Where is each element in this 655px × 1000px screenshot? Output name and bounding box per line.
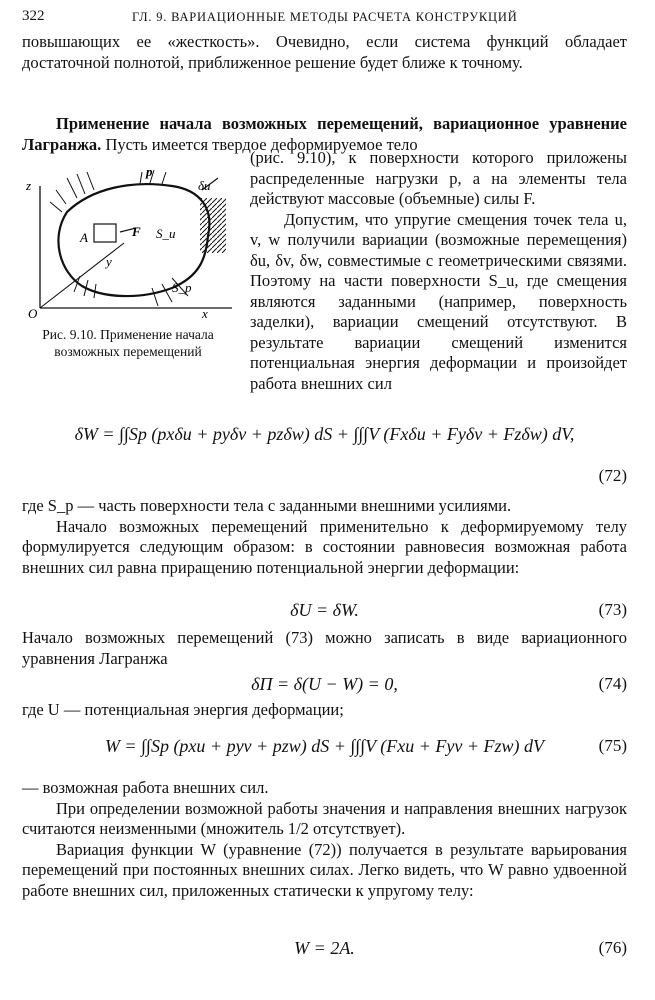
sp-label: S_p (172, 280, 192, 295)
paragraph-text: — возможная работа внешних сил. (22, 778, 269, 797)
axis-label-x: x (202, 306, 208, 318)
paragraph-text: где S_p — часть поверхности тела с заданными внешними усилиями. (22, 496, 512, 515)
equation-body: δU = δW. (290, 600, 359, 620)
paragraph-intro (22, 32, 627, 73)
axis-label-z: z (26, 178, 32, 193)
paragraph-text: Допустим, что упругие смещения точек тела u, v, w получили вариации (возможные перемещения) δu, δv, δw, совместимые с геометрическими связями. Поэтому на части поверхности S_u, где смещения являются заданными (например, поверхность заделки), вариации смещений отсутствуют. В результате вариации смещений изменится потенциальная энергия деформации и произойдет работа внешних сил (250, 209, 627, 393)
delta-u-label: δu (198, 178, 211, 193)
paragraph-text: Начало возможных перемещений применительно к деформируемому телу формулируется следующим образом: в состоянии равновесия возможная работа внешних сил равна приращению потенциальной энергии деформации: (22, 516, 627, 577)
paragraph-text: Пусть имеется твердое деформируемое тело (105, 134, 418, 154)
equation-72 (22, 424, 627, 485)
paragraph-text: Вариация функции W (уравнение (72)) получается в результате варьирования перемещений при постоянных внешних силах. Легко видеть, что W равно удвоенной работе внешних сил, приложенных статически к упругому телу: (22, 839, 627, 900)
paragraph-text: Начало возможных перемещений (73) можно записать в виде вариационного уравнения Лагранжа (22, 628, 627, 668)
paragraph-text: (рис. 9.10), к поверхности которого приложены распределенные нагрузки p, а на элементы тела действуют массовые (объемные) силы F. (250, 148, 627, 208)
origin-label: O (28, 306, 38, 318)
load-p-label: p (146, 168, 153, 179)
equation-75 (22, 736, 627, 757)
equation-number: (76) (598, 938, 627, 957)
running-title: ГЛ. 9. ВАРИАЦИОННЫЕ МЕТОДЫ РАСЧЕТА КОНСТРУКЦИЙ (132, 10, 518, 24)
axis-label-y: y (106, 254, 112, 269)
page-number: 322 (22, 8, 45, 24)
paragraph-u-def (22, 700, 627, 721)
paragraph-after-72 (22, 496, 627, 578)
equation-number: (74) (598, 674, 627, 693)
deformable-body-diagram (22, 168, 242, 318)
equation-body: W = ∫∫Sp (pxu + pyv + pzw) dS + ∫∫∫V (Fxu + Fyv + Fzw) dV (104, 736, 545, 756)
equation-number: (72) (598, 466, 627, 485)
paragraph-text: повышающих ее «жесткость». Очевидно, если система функций обладает достаточной полнотой, приближенное решение будет ближе к точному. (22, 32, 627, 72)
force-f-label: F (132, 224, 141, 239)
equation-body: δΠ = δ(U − W) = 0, (251, 674, 398, 694)
paragraph-closing (22, 778, 627, 901)
paragraph-text: где U — потенциальная энергия деформации; (22, 700, 344, 719)
paragraph-lagrange (22, 628, 627, 669)
paragraph-text: При определении возможной работы значения и направления внешних нагрузок считаются неизменными (множитель 1/2 отсутствует). (22, 798, 627, 838)
equation-number: (73) (598, 600, 627, 619)
equation-body: W = 2A. (294, 938, 355, 958)
point-a-label: A (80, 230, 88, 245)
equation-74 (22, 674, 627, 695)
equation-73 (22, 600, 627, 621)
right-column-text (250, 148, 627, 394)
equation-number: (75) (598, 736, 627, 755)
su-label: S_u (156, 226, 176, 241)
equation-76 (22, 938, 627, 959)
section-heading: Применение начала возможных перемещений, вариационное уравнение Лагранжа. (22, 114, 627, 154)
figure-caption: Рис. 9.10. Применение начала возможных перемещений (42, 327, 214, 359)
equation-body: δW = ∫∫Sp (pxδu + pyδv + pzδw) dS + ∫∫∫V (Fxδu + Fyδv + Fzδw) dV, (74, 424, 575, 444)
page-header (22, 6, 632, 30)
figure-9-10 (22, 168, 242, 318)
